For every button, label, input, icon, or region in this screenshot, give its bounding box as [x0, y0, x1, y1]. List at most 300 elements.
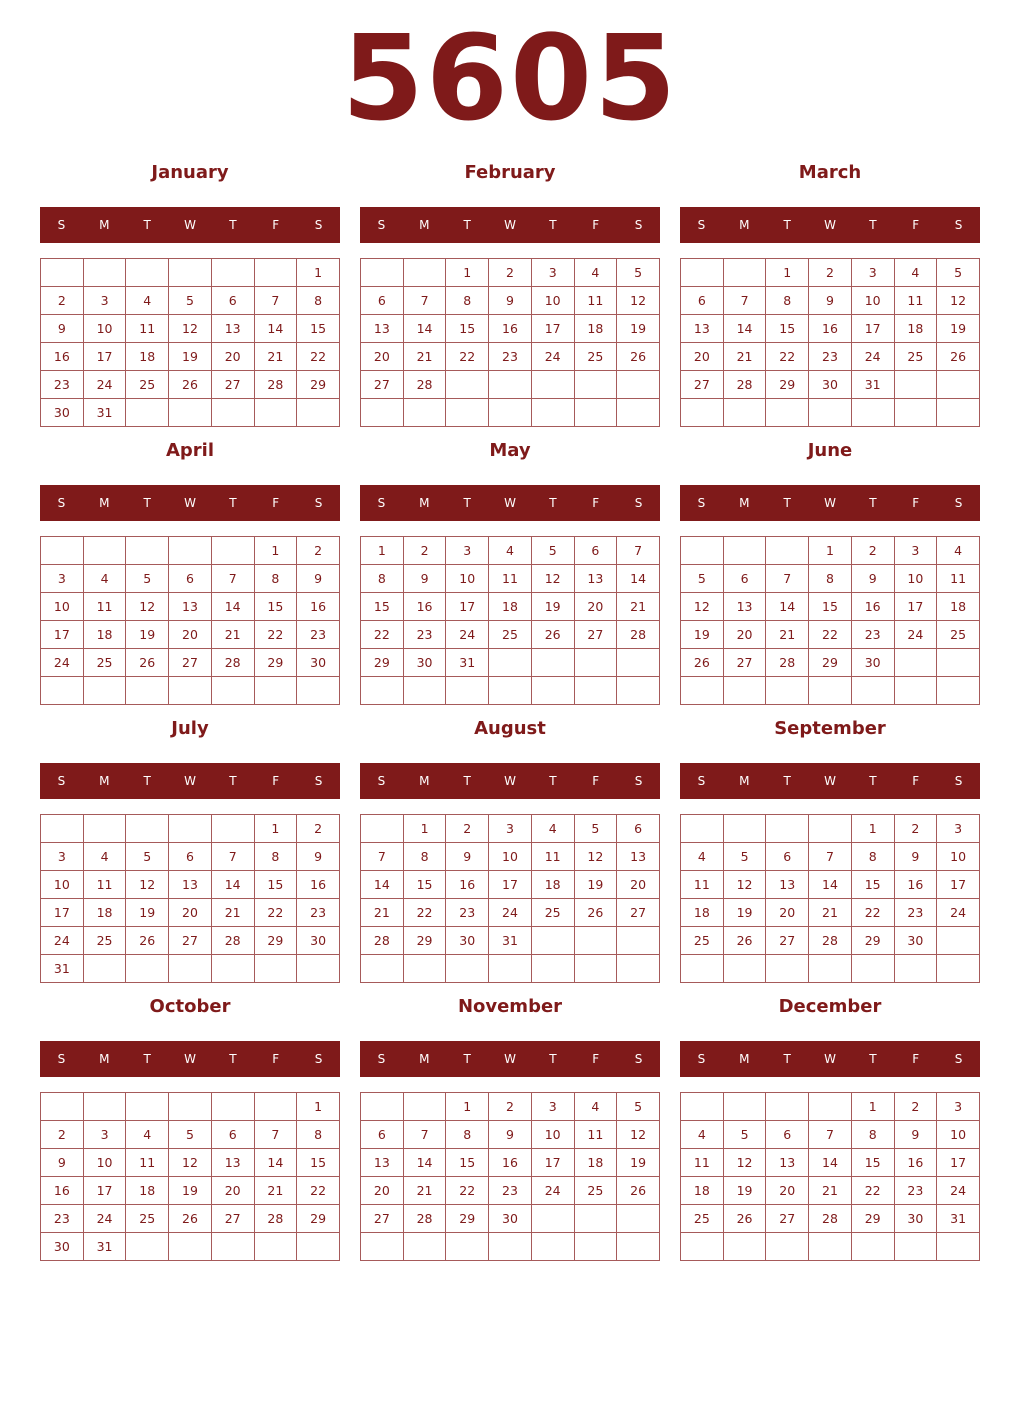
weekday-label: W: [504, 218, 516, 232]
day-cell: 19: [531, 593, 574, 621]
day-cell: 18: [83, 621, 126, 649]
month-name: October: [149, 996, 231, 1017]
day-cell: 10: [937, 843, 980, 871]
day-cell: 28: [254, 371, 297, 399]
day-cell: 12: [169, 315, 212, 343]
day-cell: 11: [681, 871, 724, 899]
day-cell: 25: [937, 621, 980, 649]
day-cell: 19: [723, 899, 766, 927]
empty-day-cell: [937, 399, 980, 427]
weekday-label: S: [954, 218, 963, 232]
empty-day-cell: [574, 399, 617, 427]
day-cell: 13: [681, 315, 724, 343]
empty-day-cell: [766, 1093, 809, 1121]
day-cell: 23: [403, 621, 446, 649]
day-cell: 30: [297, 649, 340, 677]
empty-day-cell: [361, 1093, 404, 1121]
day-cell: 13: [361, 1149, 404, 1177]
day-cell: 4: [83, 565, 126, 593]
week-row: [41, 287, 340, 315]
empty-day-cell: [211, 677, 254, 705]
empty-day-cell: [851, 955, 894, 983]
week-row: [41, 1205, 340, 1233]
empty-day-cell: [83, 1093, 126, 1121]
day-cell: 7: [723, 287, 766, 315]
day-cell: 13: [723, 593, 766, 621]
empty-day-cell: [83, 537, 126, 565]
month-name: November: [457, 996, 563, 1017]
day-cell: 11: [681, 1149, 724, 1177]
day-cell: 15: [361, 593, 404, 621]
day-grid: [360, 536, 660, 705]
day-cell: 6: [766, 1121, 809, 1149]
empty-day-cell: [851, 399, 894, 427]
day-cell: 9: [297, 565, 340, 593]
day-cell: 14: [723, 315, 766, 343]
day-cell: 4: [574, 1093, 617, 1121]
day-cell: 31: [937, 1205, 980, 1233]
weekday-label: T: [463, 1052, 471, 1066]
day-cell: 26: [169, 371, 212, 399]
empty-day-cell: [126, 1233, 169, 1261]
day-cell: 23: [489, 1177, 532, 1205]
day-cell: 24: [531, 1177, 574, 1205]
week-row: [361, 593, 660, 621]
day-cell: 15: [851, 1149, 894, 1177]
week-row: [681, 1177, 980, 1205]
day-cell: 30: [489, 1205, 532, 1233]
day-cell: 20: [723, 621, 766, 649]
day-cell: 20: [361, 1177, 404, 1205]
weekday-header: [360, 207, 660, 243]
day-cell: 15: [446, 315, 489, 343]
day-cell: 5: [937, 259, 980, 287]
weekday-label: F: [592, 496, 600, 510]
day-cell: 4: [531, 815, 574, 843]
day-cell: 22: [809, 621, 852, 649]
day-cell: 12: [723, 1149, 766, 1177]
day-cell: 22: [766, 343, 809, 371]
day-cell: 1: [297, 259, 340, 287]
day-cell: 6: [361, 287, 404, 315]
day-cell: 10: [83, 315, 126, 343]
day-cell: 17: [851, 315, 894, 343]
day-cell: 28: [211, 927, 254, 955]
day-cell: 16: [297, 593, 340, 621]
day-cell: 21: [766, 621, 809, 649]
weekday-label: W: [504, 1052, 516, 1066]
empty-day-cell: [766, 1233, 809, 1261]
day-cell: 16: [894, 1149, 937, 1177]
month-october: [40, 992, 340, 1264]
day-cell: 10: [937, 1121, 980, 1149]
weekday-label: S: [954, 1052, 963, 1066]
weekday-label: M: [739, 1052, 750, 1066]
day-cell: 5: [723, 843, 766, 871]
weekday-label: S: [634, 496, 643, 510]
day-cell: 29: [851, 1205, 894, 1233]
day-cell: 23: [297, 899, 340, 927]
month-may: [360, 436, 660, 708]
day-cell: 21: [403, 343, 446, 371]
weekday-label: T: [229, 1052, 237, 1066]
day-cell: 26: [126, 649, 169, 677]
empty-day-cell: [41, 815, 84, 843]
day-cell: 8: [809, 565, 852, 593]
day-cell: 30: [446, 927, 489, 955]
empty-day-cell: [937, 649, 980, 677]
weekday-label: S: [314, 496, 323, 510]
day-cell: 10: [446, 565, 489, 593]
day-cell: 7: [617, 537, 660, 565]
empty-day-cell: [41, 677, 84, 705]
day-cell: 30: [851, 649, 894, 677]
weekday-label: T: [783, 218, 791, 232]
empty-day-cell: [809, 815, 852, 843]
empty-day-cell: [489, 677, 532, 705]
day-cell: 21: [211, 899, 254, 927]
day-cell: 10: [851, 287, 894, 315]
week-row: [361, 1093, 660, 1121]
day-cell: 6: [723, 565, 766, 593]
day-cell: 13: [211, 315, 254, 343]
year-title: 5605: [341, 9, 679, 147]
day-cell: 28: [809, 927, 852, 955]
day-cell: 21: [809, 1177, 852, 1205]
day-cell: 2: [894, 1093, 937, 1121]
week-row: [361, 259, 660, 287]
day-cell: 8: [297, 287, 340, 315]
day-cell: 24: [531, 343, 574, 371]
day-cell: 5: [169, 1121, 212, 1149]
day-cell: 30: [809, 371, 852, 399]
day-cell: 24: [83, 371, 126, 399]
day-cell: 9: [446, 843, 489, 871]
day-grid: [40, 258, 340, 427]
week-row: [681, 259, 980, 287]
weekday-label: T: [549, 496, 557, 510]
day-cell: 26: [574, 899, 617, 927]
day-cell: 1: [254, 537, 297, 565]
day-cell: 22: [361, 621, 404, 649]
empty-day-cell: [403, 1093, 446, 1121]
month-january: [40, 158, 340, 430]
day-cell: 17: [83, 1177, 126, 1205]
weekday-label: F: [912, 774, 920, 788]
week-row: [361, 1177, 660, 1205]
empty-day-cell: [574, 649, 617, 677]
day-cell: 15: [851, 871, 894, 899]
day-cell: 29: [809, 649, 852, 677]
week-row: [41, 399, 340, 427]
empty-day-cell: [254, 955, 297, 983]
month-september: [680, 714, 980, 986]
day-cell: 3: [41, 565, 84, 593]
day-cell: 17: [489, 871, 532, 899]
empty-day-cell: [574, 1233, 617, 1261]
week-row: [681, 371, 980, 399]
weekday-label: F: [592, 1052, 600, 1066]
empty-day-cell: [531, 677, 574, 705]
empty-day-cell: [766, 955, 809, 983]
weekday-label: S: [57, 774, 66, 788]
day-cell: 27: [723, 649, 766, 677]
day-cell: 19: [681, 621, 724, 649]
empty-day-cell: [297, 955, 340, 983]
empty-day-cell: [531, 1233, 574, 1261]
empty-day-cell: [937, 1233, 980, 1261]
day-cell: 1: [851, 1093, 894, 1121]
weekday-label: T: [783, 1052, 791, 1066]
day-cell: 2: [809, 259, 852, 287]
day-cell: 27: [766, 927, 809, 955]
empty-day-cell: [766, 815, 809, 843]
day-cell: 1: [254, 815, 297, 843]
weekday-label: W: [184, 774, 196, 788]
week-row: [41, 1149, 340, 1177]
empty-day-cell: [489, 649, 532, 677]
empty-day-cell: [403, 1233, 446, 1261]
day-cell: 15: [809, 593, 852, 621]
day-cell: 24: [446, 621, 489, 649]
day-cell: 23: [489, 343, 532, 371]
day-cell: 15: [297, 315, 340, 343]
day-cell: 31: [83, 399, 126, 427]
day-cell: 6: [169, 565, 212, 593]
day-cell: 23: [41, 371, 84, 399]
day-cell: 21: [254, 1177, 297, 1205]
day-cell: 21: [723, 343, 766, 371]
day-cell: 27: [574, 621, 617, 649]
empty-day-cell: [403, 677, 446, 705]
day-cell: 29: [254, 649, 297, 677]
day-cell: 17: [41, 899, 84, 927]
day-cell: 19: [126, 621, 169, 649]
empty-day-cell: [126, 677, 169, 705]
week-row: [681, 1205, 980, 1233]
day-cell: 6: [681, 287, 724, 315]
weekday-label: W: [824, 774, 836, 788]
week-row: [41, 371, 340, 399]
week-row: [361, 399, 660, 427]
empty-day-cell: [126, 537, 169, 565]
day-cell: 24: [894, 621, 937, 649]
empty-day-cell: [169, 537, 212, 565]
empty-day-cell: [297, 399, 340, 427]
weekday-label: M: [419, 218, 430, 232]
day-cell: 30: [894, 927, 937, 955]
week-row: [361, 565, 660, 593]
weekday-label: W: [184, 218, 196, 232]
day-cell: 1: [297, 1093, 340, 1121]
empty-day-cell: [489, 399, 532, 427]
empty-day-cell: [297, 677, 340, 705]
empty-day-cell: [531, 1205, 574, 1233]
month-name: September: [774, 718, 886, 739]
empty-day-cell: [403, 259, 446, 287]
day-cell: 11: [83, 593, 126, 621]
empty-day-cell: [41, 537, 84, 565]
day-cell: 26: [723, 1205, 766, 1233]
weekday-label: F: [912, 496, 920, 510]
empty-day-cell: [361, 677, 404, 705]
day-cell: 19: [617, 315, 660, 343]
empty-day-cell: [169, 1233, 212, 1261]
month-february: [360, 158, 660, 430]
month-name: August: [474, 718, 546, 739]
day-grid: [680, 258, 980, 427]
day-cell: 8: [766, 287, 809, 315]
empty-day-cell: [574, 927, 617, 955]
day-cell: 3: [531, 259, 574, 287]
empty-day-cell: [937, 371, 980, 399]
day-cell: 6: [574, 537, 617, 565]
day-cell: 8: [446, 287, 489, 315]
day-cell: 12: [681, 593, 724, 621]
day-cell: 14: [254, 315, 297, 343]
month-name: July: [171, 718, 209, 739]
day-cell: 20: [211, 343, 254, 371]
day-cell: 21: [254, 343, 297, 371]
day-cell: 19: [126, 899, 169, 927]
day-cell: 11: [489, 565, 532, 593]
day-cell: 31: [41, 955, 84, 983]
day-cell: 14: [403, 1149, 446, 1177]
week-row: [681, 871, 980, 899]
week-row: [361, 927, 660, 955]
day-cell: 9: [894, 843, 937, 871]
weekday-label: W: [184, 496, 196, 510]
weekday-label: W: [504, 774, 516, 788]
weekday-label: T: [783, 774, 791, 788]
week-row: [361, 649, 660, 677]
day-cell: 13: [766, 1149, 809, 1177]
weekday-label: T: [463, 496, 471, 510]
day-cell: 1: [851, 815, 894, 843]
day-cell: 10: [41, 593, 84, 621]
day-cell: 27: [211, 1205, 254, 1233]
weekday-header: [680, 763, 980, 799]
empty-day-cell: [894, 371, 937, 399]
day-cell: 2: [297, 537, 340, 565]
week-row: [41, 955, 340, 983]
empty-day-cell: [169, 815, 212, 843]
week-row: [681, 899, 980, 927]
empty-day-cell: [83, 677, 126, 705]
empty-day-cell: [851, 677, 894, 705]
empty-day-cell: [681, 1093, 724, 1121]
weekday-header: [360, 763, 660, 799]
day-cell: 20: [574, 593, 617, 621]
day-cell: 1: [766, 259, 809, 287]
day-cell: 14: [809, 1149, 852, 1177]
day-cell: 10: [489, 843, 532, 871]
weekday-label: T: [549, 1052, 557, 1066]
weekday-label: T: [869, 496, 877, 510]
empty-day-cell: [809, 955, 852, 983]
day-cell: 3: [937, 1093, 980, 1121]
empty-day-cell: [254, 399, 297, 427]
week-row: [361, 621, 660, 649]
day-cell: 17: [41, 621, 84, 649]
day-grid: [360, 258, 660, 427]
day-cell: 29: [297, 1205, 340, 1233]
weekday-label: S: [57, 496, 66, 510]
day-cell: 14: [403, 315, 446, 343]
day-cell: 20: [681, 343, 724, 371]
day-cell: 24: [41, 927, 84, 955]
month-name: June: [807, 440, 853, 461]
weekday-label: T: [143, 218, 151, 232]
empty-day-cell: [617, 955, 660, 983]
empty-day-cell: [169, 1093, 212, 1121]
day-cell: 22: [254, 899, 297, 927]
day-cell: 5: [617, 1093, 660, 1121]
day-cell: 22: [851, 1177, 894, 1205]
day-cell: 30: [894, 1205, 937, 1233]
empty-day-cell: [211, 1093, 254, 1121]
day-cell: 7: [809, 1121, 852, 1149]
day-cell: 19: [937, 315, 980, 343]
day-cell: 8: [446, 1121, 489, 1149]
weekday-label: S: [57, 218, 66, 232]
empty-day-cell: [894, 677, 937, 705]
day-cell: 18: [574, 315, 617, 343]
day-cell: 11: [574, 287, 617, 315]
day-cell: 11: [531, 843, 574, 871]
day-cell: 4: [489, 537, 532, 565]
empty-day-cell: [894, 399, 937, 427]
day-cell: 18: [937, 593, 980, 621]
day-cell: 9: [489, 1121, 532, 1149]
day-cell: 28: [254, 1205, 297, 1233]
weekday-label: T: [869, 1052, 877, 1066]
day-cell: 16: [403, 593, 446, 621]
day-cell: 17: [446, 593, 489, 621]
weekday-label: M: [99, 1052, 110, 1066]
empty-day-cell: [211, 955, 254, 983]
week-row: [361, 871, 660, 899]
weekday-label: M: [99, 496, 110, 510]
empty-day-cell: [446, 955, 489, 983]
day-cell: 17: [531, 1149, 574, 1177]
empty-day-cell: [361, 399, 404, 427]
empty-day-cell: [126, 1093, 169, 1121]
day-cell: 26: [617, 343, 660, 371]
day-cell: 26: [681, 649, 724, 677]
day-cell: 21: [403, 1177, 446, 1205]
day-cell: 2: [403, 537, 446, 565]
day-cell: 27: [766, 1205, 809, 1233]
weekday-label: S: [697, 1052, 706, 1066]
day-cell: 20: [766, 1177, 809, 1205]
day-cell: 28: [361, 927, 404, 955]
day-cell: 30: [41, 1233, 84, 1261]
day-cell: 11: [937, 565, 980, 593]
day-cell: 4: [894, 259, 937, 287]
weekday-label: S: [377, 218, 386, 232]
day-cell: 25: [126, 1205, 169, 1233]
day-cell: 8: [361, 565, 404, 593]
day-cell: 28: [403, 1205, 446, 1233]
day-cell: 2: [41, 1121, 84, 1149]
week-row: [361, 1121, 660, 1149]
weekday-label: S: [954, 774, 963, 788]
day-cell: 7: [809, 843, 852, 871]
day-cell: 9: [489, 287, 532, 315]
day-cell: 21: [617, 593, 660, 621]
day-cell: 10: [894, 565, 937, 593]
